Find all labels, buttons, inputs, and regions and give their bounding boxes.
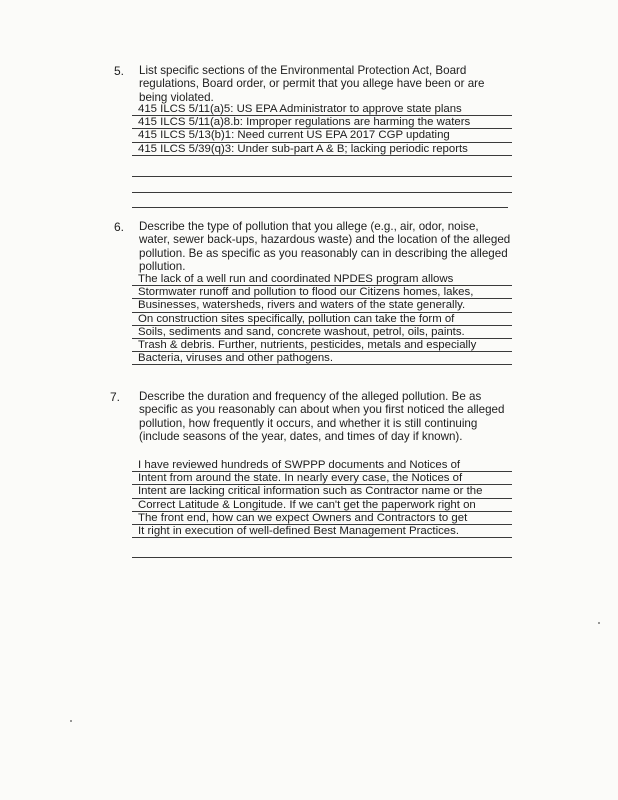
answer-line: On construction sites specifically, pollution can take the form of [132,313,512,326]
answer-lines [132,103,512,156]
answer-line: Intent are lacking critical information such as Contractor name or the [132,485,512,498]
answer-line: Intent from around the state. In nearly every case, the Notices of [132,472,512,485]
answer-line: The front end, how can we expect Owners and Contractors to get [132,512,512,525]
question-prompt: List specific sections of the Environmental Protection Act, Board regulations, Board order, or permit that you allege have been or are being violated. [139,64,485,104]
blank-line [132,176,512,177]
question-number: 6. [114,220,125,234]
answer-line: 415 ILCS 5/39(q)3: Under sub-part A & B; lacking periodic reports [132,143,512,156]
scan-speck [70,720,72,722]
blank-line [132,207,508,208]
answer-line: Bacteria, viruses and other pathogens. [132,352,512,365]
answer-line: The lack of a well run and coordinated NPDES program allows [132,273,512,286]
answer-line: 415 ILCS 5/13(b)1: Need current US EPA 2017 CGP updating [132,129,512,142]
question-prompt: Describe the type of pollution that you allege (e.g., air, odor, noise, water, sewer back-ups, hazardous waste) and the location of the alleged pollution. Be as specific as you reasonably can in describing the alleged pollution. [139,220,511,274]
blank-line [132,557,512,558]
answer-line: Soils, sediments and sand, concrete washout, petrol, oils, paints. [132,326,512,339]
answer-line: Trash & debris. Further, nutrients, pesticides, metals and especially [132,339,512,352]
answer-line: I have reviewed hundreds of SWPPP documents and Notices of [132,459,512,472]
answer-line: Stormwater runoff and pollution to flood our Citizens homes, lakes, [132,286,512,299]
answer-line: 415 ILCS 5/11(a)5: US EPA Administrator to approve state plans [132,103,512,116]
question-number: 5. [114,64,125,78]
answer-line: It right in execution of well-defined Best Management Practices. [132,525,512,538]
answer-line: 415 ILCS 5/11(a)8.b: Improper regulations are harming the waters [132,116,512,129]
blank-line [132,192,512,193]
answer-lines [132,459,512,538]
scan-speck [598,622,600,624]
question-prompt: Describe the duration and frequency of the alleged pollution. Be as specific as you reasonably can about when you first noticed the alleged pollution, how frequently it occurs, and whether it is still continuing (include seasons of the year, dates, and times of day if known). [139,390,505,444]
answer-lines [132,273,512,365]
answer-line: Businesses, watersheds, rivers and waters of the state generally. [132,299,512,312]
question-number: 7. [110,390,121,404]
answer-line: Correct Latitude & Longitude. If we can't get the paperwork right on [132,499,512,512]
